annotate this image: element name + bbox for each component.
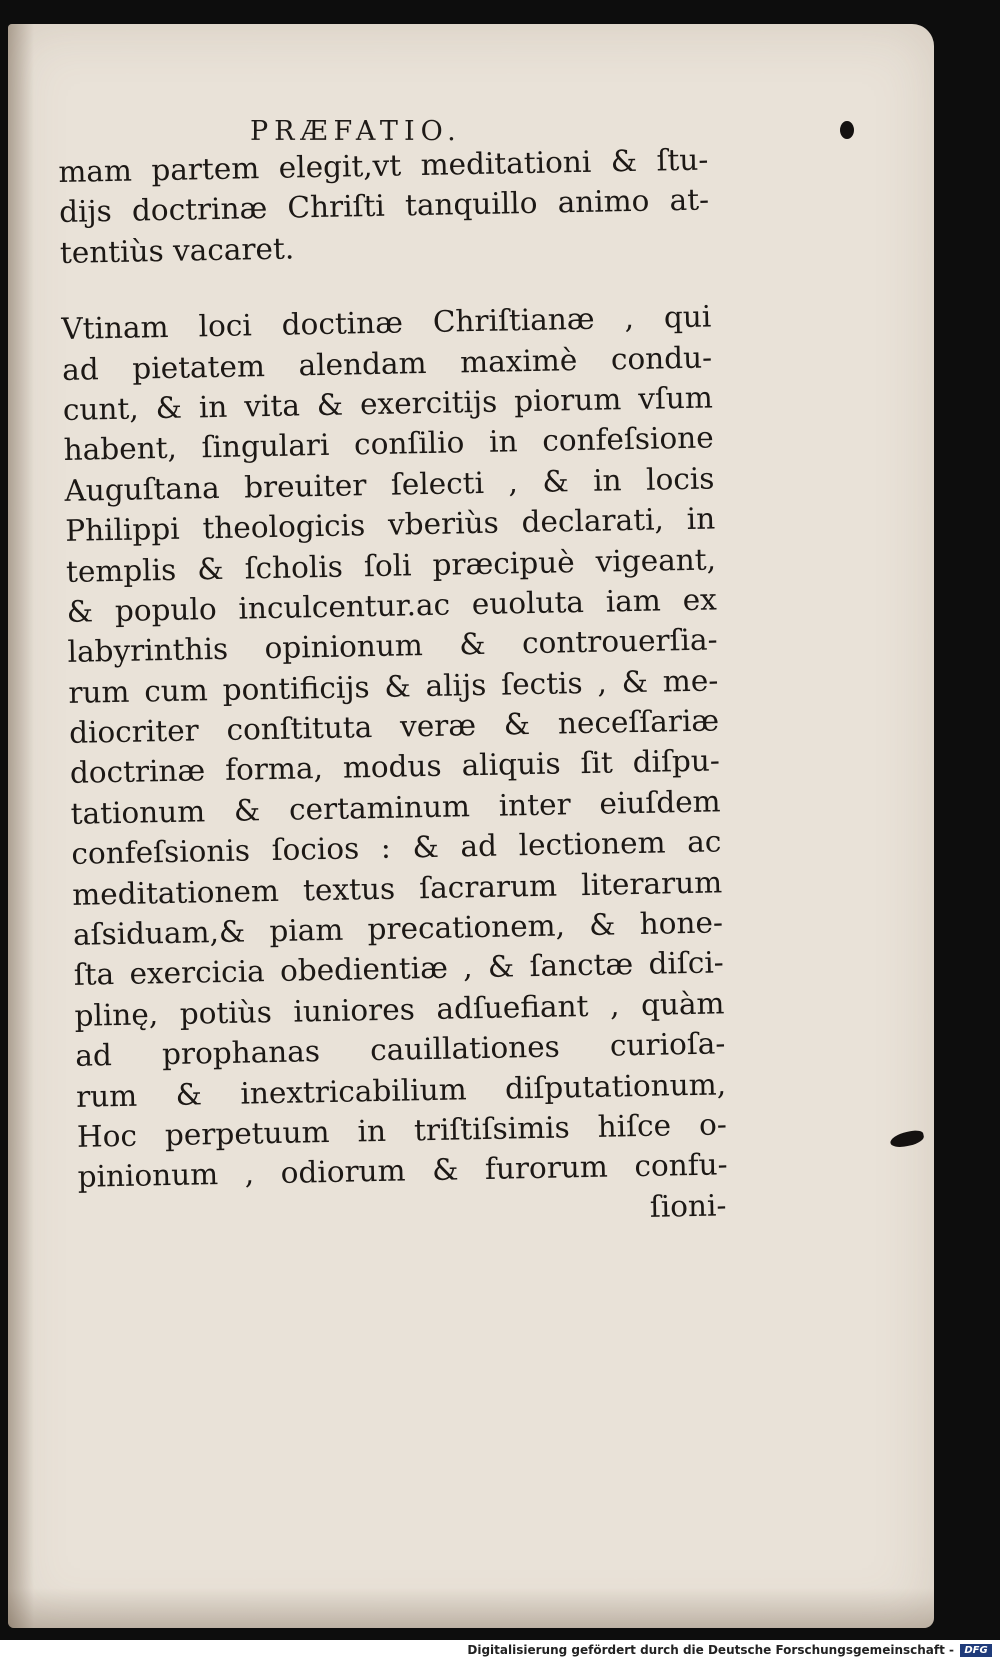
ink-dot: [840, 121, 854, 139]
dfg-logo: DFG: [960, 1644, 992, 1657]
running-head: PRÆFATIO.: [250, 116, 462, 147]
text-line: dijs doctrinæ Chriſti tanquillo animo at-: [58, 182, 710, 230]
text-line: Auguſtana breuiter ſelecti , & in locis: [64, 461, 715, 508]
text-line: tentiùs vacaret.: [59, 231, 295, 270]
text-line: ad pietatem alendam maximè condu-: [61, 340, 713, 387]
text-line: ad prophanas cauillationes curioſa-: [75, 1026, 726, 1074]
text-line: Hoc perpetuum in triſtiſsimis hiſce o-: [76, 1107, 728, 1154]
text-line: confeſsionis ſocios : & ad lectionem ac: [71, 824, 722, 872]
text-line: rum cum pontificijs & alijs ſectis , & me-: [68, 663, 719, 710]
text-line: meditationem textus ſacrarum literarum: [71, 865, 723, 912]
book-page: [8, 24, 934, 1628]
text-line: diocriter conſtituta veræ & neceſſariæ: [68, 703, 720, 750]
text-line: plinę, potiùs iuniores adſuefiant , quàm: [74, 986, 725, 1033]
body-text: [58, 140, 729, 1238]
ink-smudge: [889, 1129, 925, 1150]
text-line: habent, ſingulari conſilio in confeſsione: [63, 420, 714, 468]
text-line: Philippi theologicis vberiùs declarati, in: [64, 501, 716, 549]
text-line: Vtinam loci doctinæ Chriſtianæ , qui: [61, 299, 712, 347]
text-line: labyrinthis opinionum & controuerſia-: [67, 622, 718, 670]
footer-credit: Digitalisierung gefördert durch die Deutsche Forschungsgemeinschaft -: [467, 1643, 954, 1657]
text-line: cunt, & in vita & exercitijs piorum vſum: [62, 380, 714, 427]
text-line: ſta exercicia obedientiæ , & ſanctæ diſci-: [73, 945, 725, 993]
text-line: pinionum , odiorum & furorum confu-: [77, 1147, 728, 1195]
text-line: mam partem elegit,vt meditationi & ſtu-: [58, 142, 709, 189]
text-line: rum & inextricabilium diſputationum,: [75, 1066, 727, 1114]
catchword: ſioni-: [649, 1188, 727, 1224]
text-line: templis & ſcholis ſoli præcipuè vigeant,: [65, 541, 717, 589]
text-line: & populo inculcentur.ac euoluta iam ex: [66, 582, 718, 629]
text-line: tationum & certaminum inter eiuſdem: [70, 784, 721, 831]
text-line: aſsiduam,& piam precationem, & hone-: [72, 905, 724, 952]
footer-bar: [0, 1640, 1000, 1661]
text-line: doctrinæ forma, modus aliquis ſit diſpu-: [69, 743, 721, 791]
